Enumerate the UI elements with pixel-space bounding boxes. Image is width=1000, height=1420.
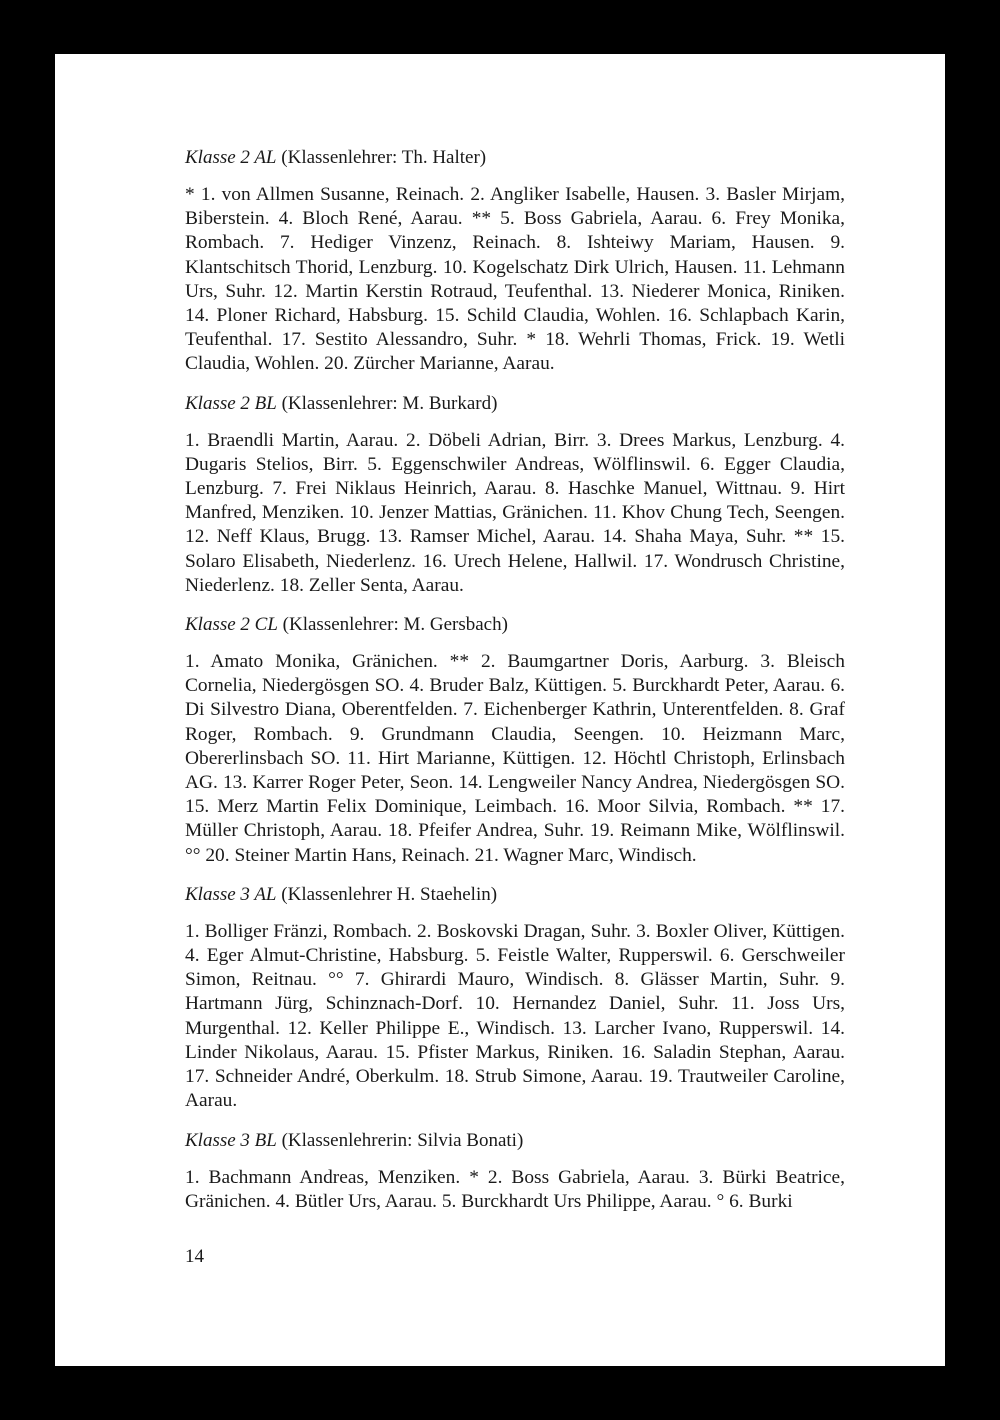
class-teacher: (Klassenlehrer: M. Gersbach) [277,614,508,636]
section-header-2al [185,146,845,170]
class-lists [185,146,845,1229]
section-body-2bl: 1. Braendli Martin, Aarau. 2. Döbeli Adrian, Birr. 3. Drees Markus, Lenzburg. 4. Dugaris Stelios, Birr. 5. Eggenschwiler Andreas, Wölflinswil. 6. Egger Claudia, Lenzburg. 7. Frei Niklaus Heinrich, Aarau. 8. Haschke Manuel, Wittnau. 9. Hirt Manfred, Menziken. 10. Jenzer Mattias, Gränichen. 11. Khov Chung Tech, Seengen. 12. Neff Klaus, Brugg. 13. Ramser Michel, Aarau. 14. Shaha Maya, Suhr. ** 15. Solaro Elisabeth, Niederlenz. 16. Urech Helene, Hallwil. 17. Wondrusch Christine, Niederlenz. 18. Zeller Senta, Aarau. [185,429,845,596]
class-teacher: (Klassenlehrer: M. Burkard) [276,392,498,414]
section-body-3bl: 1. Bachmann Andreas, Menziken. * 2. Boss Gabriela, Aarau. 3. Bürki Beatrice, Gränichen. 4. Bütler Urs, Aarau. 5. Burckhardt Urs Philippe, Aarau. ° 6. Burki [185,1166,845,1212]
class-label: Klasse 2 AL [185,147,277,168]
page-number: 14 [185,1246,204,1267]
section-body-2cl: 1. Amato Monika, Gränichen. ** 2. Baumgartner Doris, Aarburg. 3. Bleisch Cornelia, Niedergösgen SO. 4. Bruder Balz, Küttigen. 5. Burckhardt Peter, Aarau. 6. Di Silvestro Diana, Oberentfelden. 7. Eichenberger Kathrin, Unterentfelden. 8. Graf Roger, Rombach. 9. Grundmann Claudia, Seengen. 10. Heizmann Marc, Obererlinsbach SO. 11. Hirt Marianne, Küttigen. 12. Höchtl Christoph, Erlinsbach AG. 13. Karrer Roger Peter, Seon. 14. Lengweiler Nancy Andrea, Niedergösgen SO. 15. Merz Martin Felix Dominique, Leimbach. 16. Moor Silvia, Rombach. ** 17. Müller Christoph, Aarau. 18. Pfeifer Andrea, Suhr. 19. Reimann Mike, Wölflinswil. °° 20. Steiner Martin Hans, Reinach. 21. Wagner Marc, Windisch. [185,651,845,866]
class-label: Klasse 3 BL [185,1129,277,1151]
class-label: Klasse 2 CL [185,614,278,636]
section-body-2al: * 1. von Allmen Susanne, Reinach. 2. Angliker Isabelle, Hausen. 3. Basler Mirjam, Biberstein. 4. Bloch René, Aarau. ** 5. Boss Gabriela, Aarau. 6. Frey Monika, Rombach. 7. Hediger Vinzenz, Reinach. 8. Ishteiwy Mariam, Hausen. 9. Klantschitsch Thorid, Lenzburg. 10. Kogelschatz Dirk Ulrich, Hausen. 11. Lehmann Urs, Suhr. 12. Martin Kerstin Rotraud, Teufenthal. 13. Niederer Monica, Riniken. 14. Ploner Richard, Habsburg. 15. Schild Claudia, Wohlen. 16. Schlapbach Karin, Teufenthal. 17. Sestito Alessandro, Suhr. * 18. Wehrli Thomas, Frick. 19. Wetli Claudia, Wohlen. 20. Zürcher Marianne, Aarau. [185,184,845,375]
section-header-3al [185,883,845,907]
section-body-3al: 1. Bolliger Fränzi, Rombach. 2. Boskovski Dragan, Suhr. 3. Boxler Oliver, Küttigen. 4. Eger Almut-Christine, Habsburg. 5. Feistle Walter, Rupperswil. 6. Gerschweiler Simon, Reitnau. °° 7. Ghirardi Mauro, Windisch. 8. Glässer Martin, Suhr. 9. Hartmann Jürg, Schinznach-Dorf. 10. Hernandez Daniel, Suhr. 11. Joss Urs, Murgenthal. 12. Keller Philippe E., Windisch. 13. Larcher Ivano, Rupperswil. 14. Linder Nikolaus, Aarau. 15. Pfister Markus, Riniken. 16. Saladin Stephan, Aarau. 17. Schneider André, Oberkulm. 18. Strub Simone, Aarau. 19. Trautweiler Caroline, Aarau. [185,920,845,1112]
class-label: Klasse 2 BL [185,392,277,414]
section-header-2bl [185,392,845,416]
class-teacher: (Klassenlehrer: Th. Halter) [276,147,487,168]
class-teacher: (Klassenlehrer H. Staehelin) [276,883,498,905]
section-header-3bl [185,1129,845,1153]
document-page [55,54,945,1366]
class-label: Klasse 3 AL [185,883,277,905]
section-header-2cl [185,613,845,637]
class-teacher: (Klassenlehrerin: Silvia Bonati) [276,1129,524,1151]
